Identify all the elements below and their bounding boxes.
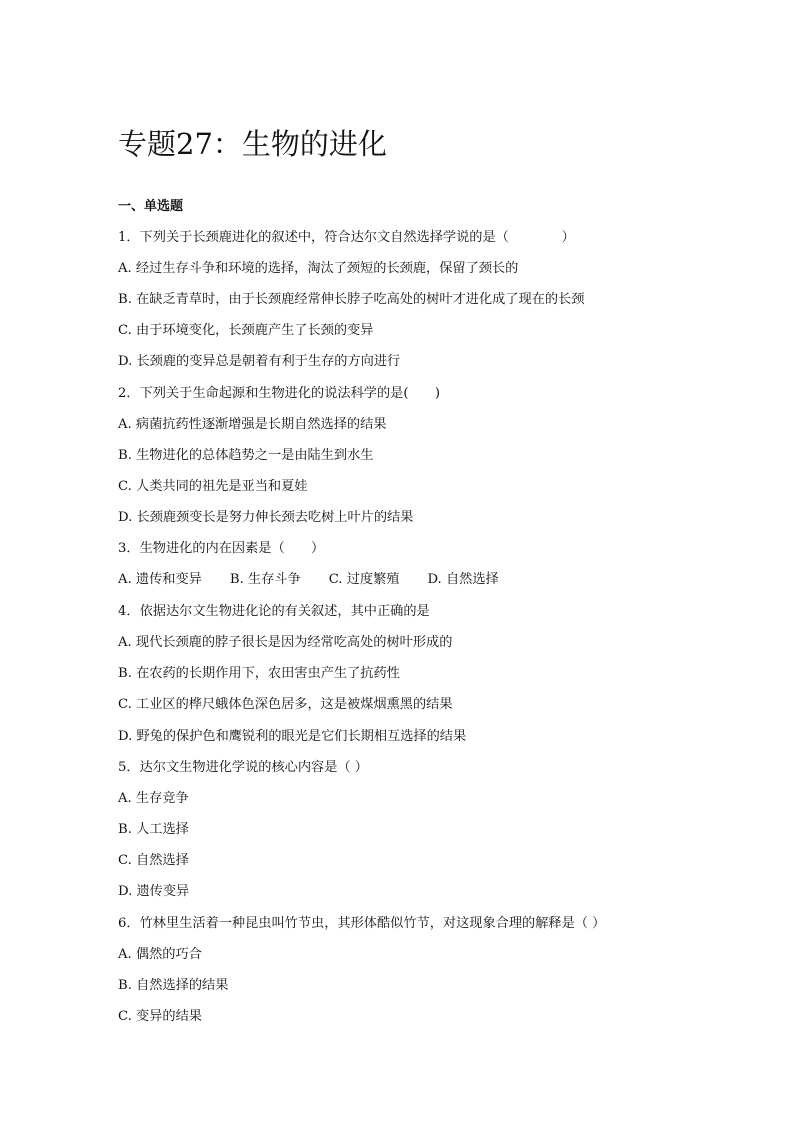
question-5-option-c: C. 自然选择 [118, 853, 189, 868]
question-6-option-a: A. 偶然的巧合 [118, 947, 202, 962]
question-3-option-d: D. 自然选择 [427, 572, 499, 587]
question-4-option-b: B. 在农药的长期作用下，农田害虫产生了抗药性 [118, 666, 400, 681]
question-3-option-c: C. 过度繁殖 [328, 572, 400, 587]
question-6-option-c: C. 变异的结果 [118, 1009, 202, 1024]
question-2-option-b: B. 生物进化的总体趋势之一是由陆生到水生 [118, 448, 374, 463]
page-title: 专题27：生物的进化 [118, 127, 387, 161]
question-6-option-b: B. 自然选择的结果 [118, 978, 229, 993]
question-1-option-c: C. 由于环境变化，长颈鹿产生了长颈的变异 [118, 323, 374, 338]
question-5-option-d: D. 遗传变异 [118, 884, 190, 899]
question-5-option-a: A. 生存竞争 [118, 791, 189, 806]
question-2-option-d: D. 长颈鹿颈变长是努力伸长颈去吃树上叶片的结果 [118, 510, 414, 525]
question-5-stem: 5．达尔文生物进化学说的核心内容是（ ） [118, 760, 368, 775]
question-2-option-a: A. 病菌抗药性逐渐增强是长期自然选择的结果 [118, 417, 387, 432]
question-2-stem: 2．下列关于生命起源和生物进化的说法科学的是( ) [118, 386, 440, 401]
question-3-options [118, 570, 527, 590]
question-6-stem: 6．竹林里生活着一种昆虫叫竹节虫，其形体酷似竹节，对这现象合理的解释是（ ） [118, 916, 606, 931]
question-3-option-b: B. 生存斗争 [229, 572, 301, 587]
question-3-stem: 3．生物进化的内在因素是（ ） [118, 541, 325, 556]
question-4-option-d: D. 野兔的保护色和鹰锐利的眼光是它们长期相互选择的结果 [118, 729, 467, 744]
question-1-option-d: D. 长颈鹿的变异总是朝着有利于生存的方向进行 [118, 354, 401, 369]
question-3-option-a: A. 遗传和变异 [118, 572, 202, 587]
question-2-option-c: C. 人类共同的祖先是亚当和夏娃 [118, 479, 308, 494]
question-1-stem: 1．下列关于长颈鹿进化的叙述中，符合达尔文自然选择学说的是（ ） [118, 230, 575, 245]
section-heading: 一、单选题 [118, 199, 184, 214]
question-1-option-a: A. 经过生存斗争和环境的选择，淘汰了颈短的长颈鹿，保留了颈长的 [118, 261, 519, 276]
question-4-option-a: A. 现代长颈鹿的脖子很长是因为经常吃高处的树叶形成的 [118, 635, 453, 650]
question-4-option-c: C. 工业区的桦尺蛾体色深色居多，这是被煤烟熏黑的结果 [118, 697, 453, 712]
question-1-option-b: B. 在缺乏青草时，由于长颈鹿经常伸长脖子吃高处的树叶才进化成了现在的长颈 [118, 292, 585, 307]
question-4-stem: 4．依据达尔文生物进化论的有关叙述，其中正确的是 [118, 604, 430, 619]
question-5-option-b: B. 人工选择 [118, 822, 189, 837]
